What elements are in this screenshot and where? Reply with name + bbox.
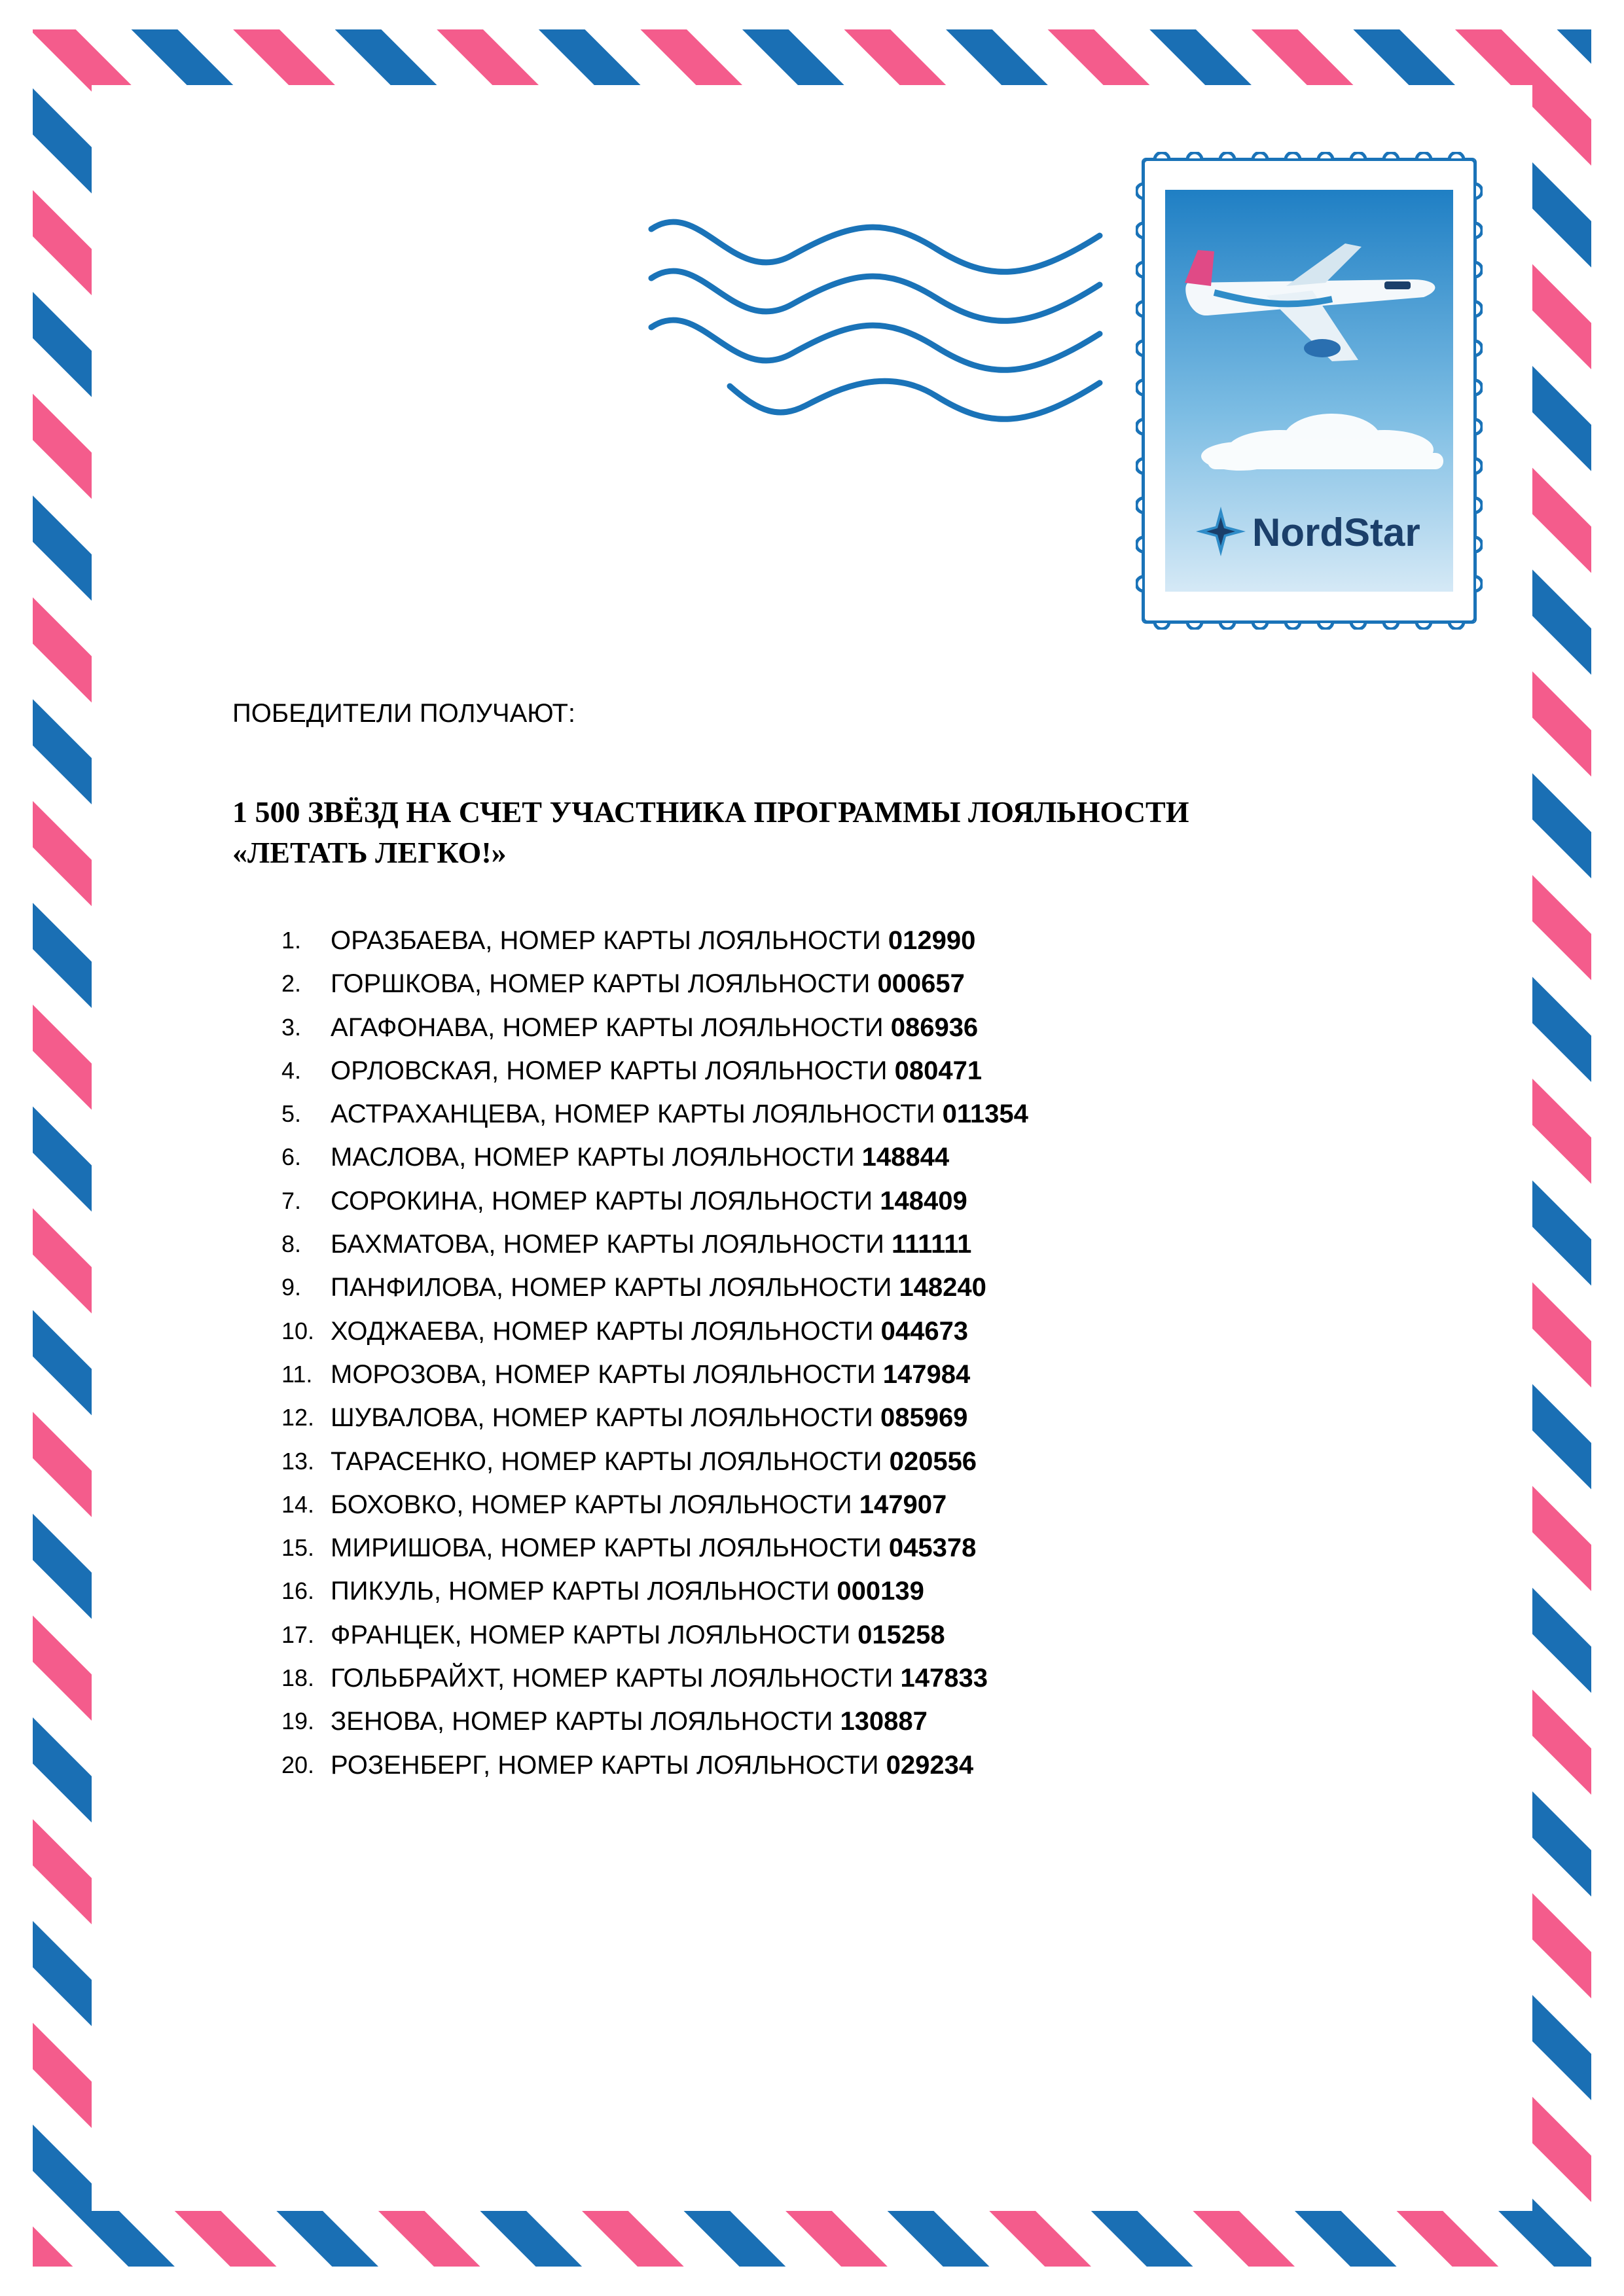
- prize-line-2: «ЛЕТАТЬ ЛЕГКО!»: [232, 836, 507, 869]
- winner-card-number: 148240: [899, 1273, 986, 1302]
- winner-item: [232, 1657, 1411, 1700]
- winner-card-number: 000139: [837, 1577, 924, 1606]
- winner-card-number: 147833: [900, 1664, 988, 1693]
- winner-item: [232, 1223, 1411, 1266]
- winner-name: ГОРШКОВА, НОМЕР КАРТЫ ЛОЯЛЬНОСТИ: [331, 969, 878, 999]
- winner-item: [232, 919, 1411, 962]
- winner-number: 17.: [281, 1621, 315, 1648]
- winner-number: 4.: [281, 1056, 302, 1084]
- winner-number: 11.: [281, 1360, 313, 1388]
- winner-name: МАСЛОВА, НОМЕР КАРТЫ ЛОЯЛЬНОСТИ: [331, 1143, 862, 1172]
- winner-card-number: 000657: [877, 969, 965, 999]
- winner-name: ОРАЗБАЕВА, НОМЕР КАРТЫ ЛОЯЛЬНОСТИ: [331, 926, 888, 955]
- intro-text: ПОБЕДИТЕЛИ ПОЛУЧАЮТ:: [232, 699, 575, 728]
- winner-number: 3.: [281, 1013, 302, 1041]
- winner-number: 16.: [281, 1577, 315, 1605]
- prize-heading: [232, 792, 1411, 873]
- winner-number: 20.: [281, 1751, 315, 1778]
- winner-card-number: 080471: [894, 1056, 983, 1085]
- winner-name: ФРАНЦЕК, НОМЕР КАРТЫ ЛОЯЛЬНОСТИ: [331, 1620, 858, 1649]
- winner-number: 15.: [281, 1534, 315, 1562]
- winner-number: 19.: [281, 1708, 315, 1735]
- winner-name: ПИКУЛЬ, НОМЕР КАРТЫ ЛОЯЛЬНОСТИ: [331, 1577, 837, 1606]
- winner-name: АСТРАХАНЦЕВА, НОМЕР КАРТЫ ЛОЯЛЬНОСТИ: [331, 1100, 943, 1129]
- winner-card-number: 045378: [888, 1534, 977, 1563]
- winner-name: МИРИШОВА, НОМЕР КАРТЫ ЛОЯЛЬНОСТИ: [331, 1534, 889, 1563]
- winner-card-number: 020556: [889, 1446, 977, 1476]
- winner-number: 1.: [281, 927, 302, 954]
- winner-number: 5.: [281, 1100, 302, 1128]
- winner-item: [232, 1396, 1411, 1439]
- winner-item: [232, 1700, 1411, 1743]
- winner-card-number: 044673: [880, 1316, 969, 1346]
- winner-item: [232, 1613, 1411, 1657]
- winner-card-number: 147907: [859, 1490, 947, 1519]
- winner-item: [232, 1440, 1411, 1483]
- winner-item: [232, 962, 1411, 1005]
- winner-number: 12.: [281, 1404, 315, 1431]
- prize-line-1: 1 500 ЗВЁЗД НА СЧЕТ УЧАСТНИКА ПРОГРАММЫ ЛОЯЛЬНОСТИ: [232, 795, 1189, 829]
- winner-item: [232, 1570, 1411, 1613]
- winner-name: МОРОЗОВА, НОМЕР КАРТЫ ЛОЯЛЬНОСТИ: [331, 1359, 883, 1389]
- winner-name: БОХОВКО, НОМЕР КАРТЫ ЛОЯЛЬНОСТИ: [331, 1490, 859, 1519]
- winner-card-number: 011354: [942, 1100, 1028, 1129]
- postmark-waves: [648, 216, 1106, 425]
- winner-name: ХОДЖАЕВА, НОМЕР КАРТЫ ЛОЯЛЬНОСТИ: [331, 1316, 881, 1346]
- winner-name: СОРОКИНА, НОМЕР КАРТЫ ЛОЯЛЬНОСТИ: [331, 1186, 880, 1215]
- winner-number: 13.: [281, 1447, 315, 1475]
- winner-item: [232, 1744, 1411, 1787]
- winner-card-number: 147984: [882, 1359, 971, 1389]
- winner-item: [232, 1136, 1411, 1179]
- stamp-brand: NordStar: [1252, 511, 1420, 554]
- winner-item: [232, 1483, 1411, 1526]
- winner-name: РОЗЕНБЕРГ, НОМЕР КАРТЫ ЛОЯЛЬНОСТИ: [331, 1750, 886, 1780]
- winner-number: 2.: [281, 970, 302, 997]
- winner-number: 14.: [281, 1490, 315, 1518]
- winner-card-number: 111111: [891, 1230, 972, 1259]
- winner-item: [232, 1310, 1411, 1353]
- letter-body: [232, 694, 1411, 1787]
- winner-card-number: 130887: [840, 1707, 928, 1736]
- winner-item: [232, 1526, 1411, 1570]
- winner-name: ЗЕНОВА, НОМЕР КАРТЫ ЛОЯЛЬНОСТИ: [331, 1707, 840, 1736]
- winner-number: 6.: [281, 1143, 302, 1171]
- winner-item: [232, 1049, 1411, 1092]
- winner-card-number: 012990: [888, 926, 976, 955]
- winner-name: ШУВАЛОВА, НОМЕР КАРТЫ ЛОЯЛЬНОСТИ: [331, 1403, 880, 1433]
- winner-card-number: 015258: [857, 1620, 945, 1649]
- winner-name: ТАРАСЕНКО, НОМЕР КАРТЫ ЛОЯЛЬНОСТИ: [331, 1446, 890, 1476]
- winner-item: [232, 1353, 1411, 1396]
- winner-number: 9.: [281, 1274, 302, 1301]
- winner-item: [232, 1006, 1411, 1049]
- winner-number: 7.: [281, 1187, 302, 1214]
- winner-number: 10.: [281, 1317, 315, 1344]
- winner-item: [232, 1266, 1411, 1309]
- winner-item: [232, 1179, 1411, 1223]
- winner-item: [232, 1092, 1411, 1136]
- winner-number: 18.: [281, 1664, 315, 1692]
- postage-stamp: [1136, 152, 1483, 630]
- winner-name: ГОЛЬБРАЙХТ, НОМЕР КАРТЫ ЛОЯЛЬНОСТИ: [331, 1664, 901, 1693]
- winner-card-number: 148844: [861, 1143, 950, 1172]
- winner-card-number: 085969: [880, 1403, 968, 1433]
- winner-card-number: 029234: [886, 1750, 974, 1780]
- winner-name: АГАФОНАВА, НОМЕР КАРТЫ ЛОЯЛЬНОСТИ: [331, 1013, 891, 1042]
- winner-name: БАХМАТОВА, НОМЕР КАРТЫ ЛОЯЛЬНОСТИ: [331, 1230, 892, 1259]
- winners-list: [232, 919, 1411, 1787]
- winner-number: 8.: [281, 1230, 302, 1258]
- winner-card-number: 086936: [890, 1013, 979, 1042]
- winner-name: ПАНФИЛОВА, НОМЕР КАРТЫ ЛОЯЛЬНОСТИ: [331, 1273, 899, 1302]
- winner-card-number: 148409: [880, 1186, 967, 1215]
- winner-name: ОРЛОВСКАЯ, НОМЕР КАРТЫ ЛОЯЛЬНОСТИ: [331, 1056, 895, 1085]
